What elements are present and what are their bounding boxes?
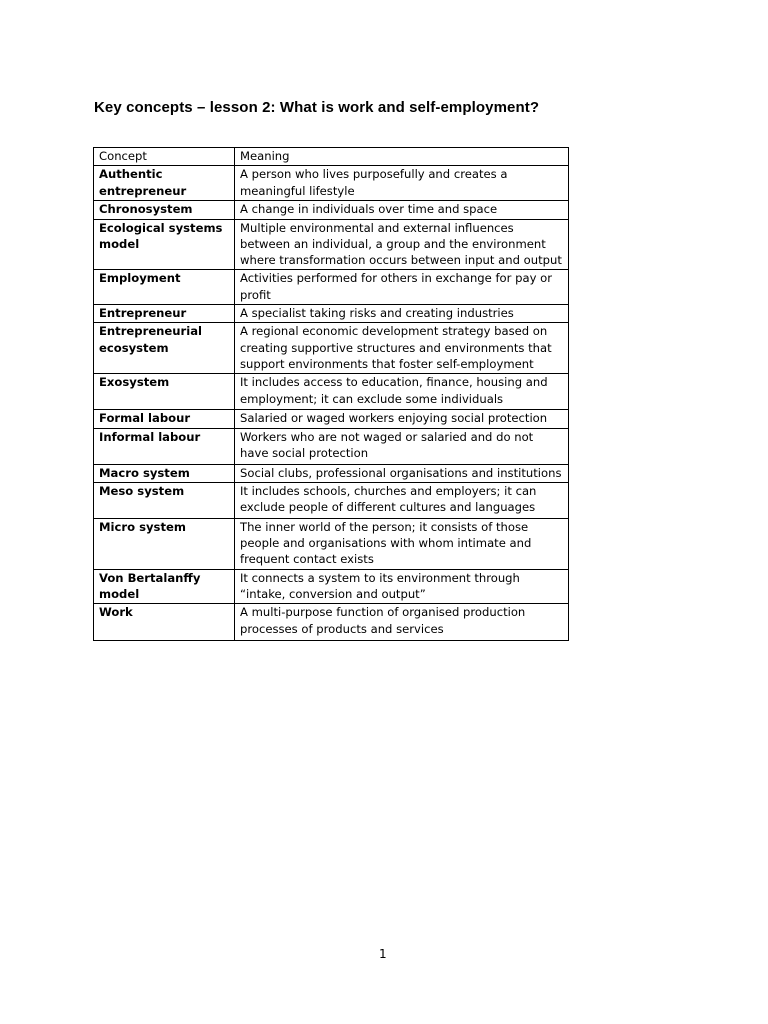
concept-cell: Work (94, 604, 235, 641)
meaning-cell: Multiple environmental and external influences between an individual, a group and the environment where transformation occurs between input and output (235, 219, 569, 270)
meaning-cell: It includes schools, churches and employers; it can exclude people of different cultures and languages (235, 482, 569, 518)
meaning-cell: A specialist taking risks and creating industries (235, 305, 569, 323)
table-row (94, 428, 569, 464)
concept-cell: Entrepreneur (94, 305, 235, 323)
concept-cell: Von Bertalanffy model (94, 569, 235, 604)
concept-cell: Formal labour (94, 410, 235, 428)
meaning-cell: A multi-purpose function of organised production processes of products and services (235, 604, 569, 641)
concept-cell: Authentic entrepreneur (94, 166, 235, 201)
table-row (94, 464, 569, 482)
table-row (94, 604, 569, 641)
table-row (94, 323, 569, 374)
table-row (94, 219, 569, 270)
table-row (94, 374, 569, 410)
table-row (94, 305, 569, 323)
table-row (94, 569, 569, 604)
table-row (94, 410, 569, 428)
concept-cell: Chronosystem (94, 201, 235, 219)
concept-cell: Micro system (94, 518, 235, 569)
page-title: Key concepts – lesson 2: What is work and self-employment? (94, 99, 540, 116)
concept-cell: Macro system (94, 464, 235, 482)
page-number: 1 (379, 947, 387, 961)
meaning-cell: Salaried or waged workers enjoying social protection (235, 410, 569, 428)
table-row (94, 482, 569, 518)
concept-cell: Ecological systems model (94, 219, 235, 270)
meaning-cell: A regional economic development strategy based on creating supportive structures and environments that support environments that foster self-employment (235, 323, 569, 374)
meaning-cell: It connects a system to its environment through “intake, conversion and output” (235, 569, 569, 604)
table-row (94, 166, 569, 201)
concept-cell: Entrepreneurial ecosystem (94, 323, 235, 374)
key-concepts-table (93, 147, 569, 641)
table-header-row (94, 148, 569, 166)
meaning-cell: Activities performed for others in exchange for pay or profit (235, 270, 569, 305)
table-row (94, 201, 569, 219)
table-row (94, 270, 569, 305)
concept-cell: Meso system (94, 482, 235, 518)
concept-cell: Employment (94, 270, 235, 305)
meaning-cell: It includes access to education, finance, housing and employment; it can exclude some individuals (235, 374, 569, 410)
meaning-cell: The inner world of the person; it consists of those people and organisations with whom intimate and frequent contact exists (235, 518, 569, 569)
concept-cell: Informal labour (94, 428, 235, 464)
meaning-cell: A person who lives purposefully and creates a meaningful lifestyle (235, 166, 569, 201)
column-header-meaning: Meaning (235, 148, 569, 166)
meaning-cell: Workers who are not waged or salaried and do not have social protection (235, 428, 569, 464)
meaning-cell: A change in individuals over time and space (235, 201, 569, 219)
table-row (94, 518, 569, 569)
concept-cell: Exosystem (94, 374, 235, 410)
meaning-cell: Social clubs, professional organisations and institutions (235, 464, 569, 482)
column-header-concept: Concept (94, 148, 235, 166)
